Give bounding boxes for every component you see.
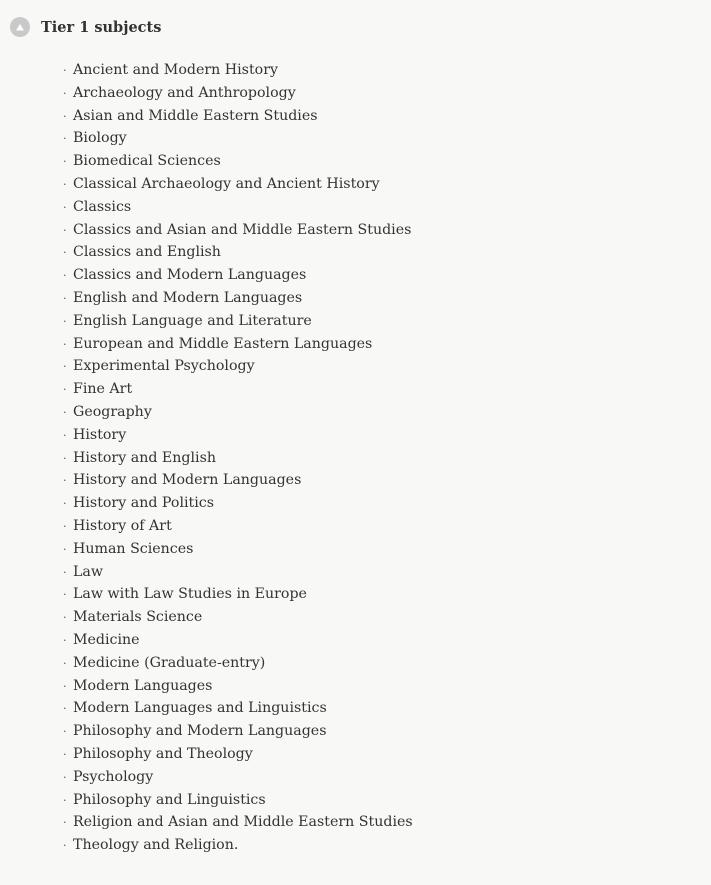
list-item (63, 583, 413, 606)
bullet: · (63, 497, 67, 511)
subject-label: Fine Art (73, 381, 133, 398)
bullet: · (63, 611, 67, 625)
bullet: · (63, 747, 67, 761)
bullet: · (63, 519, 67, 533)
bullet: · (63, 405, 67, 419)
subject-label: European and Middle Eastern Languages (73, 335, 373, 352)
list-item (63, 492, 413, 515)
list-item (63, 811, 413, 834)
subject-label: Religion and Asian and Middle Eastern Studies (73, 814, 413, 831)
subject-list (63, 59, 413, 857)
bullet: · (63, 588, 67, 602)
subject-label: Philosophy and Linguistics (73, 791, 266, 808)
section-title: Tier 1 subjects (41, 18, 162, 36)
list-item (63, 219, 413, 242)
subject-label: Medicine (73, 631, 140, 648)
bullet: · (63, 177, 67, 191)
subject-label: Classics and English (73, 244, 221, 261)
subject-label: Classics and Asian and Middle Eastern Studies (73, 221, 412, 238)
subject-label: Modern Languages and Linguistics (73, 700, 327, 717)
subject-label: Experimental Psychology (73, 358, 255, 375)
bullet: · (63, 451, 67, 465)
subject-label: English Language and Literature (73, 312, 312, 329)
list-item (63, 697, 413, 720)
subject-label: History and Modern Languages (73, 472, 302, 489)
subject-label: Modern Languages (73, 677, 213, 694)
bullet: · (63, 702, 67, 716)
bullet: · (63, 269, 67, 283)
bullet: · (63, 109, 67, 123)
subject-label: Biology (73, 130, 127, 147)
list-item (63, 82, 413, 105)
list-item (63, 59, 413, 82)
subject-label: Philosophy and Modern Languages (73, 723, 327, 740)
list-item (63, 538, 413, 561)
list-item (63, 378, 413, 401)
subject-label: English and Modern Languages (73, 289, 303, 306)
subject-label: Psychology (73, 768, 154, 785)
list-item (63, 241, 413, 264)
subject-label: History (73, 426, 127, 443)
bullet: · (63, 633, 67, 647)
subject-label: Medicine (Graduate-entry) (73, 654, 266, 671)
list-item (63, 355, 413, 378)
list-item (63, 401, 413, 424)
bullet: · (63, 200, 67, 214)
list-item (63, 150, 413, 173)
bullet: · (63, 793, 67, 807)
bullet: · (63, 725, 67, 739)
bullet: · (63, 360, 67, 374)
list-item (63, 105, 413, 128)
bullet: · (63, 656, 67, 670)
list-item (63, 629, 413, 652)
list-item (63, 743, 413, 766)
bullet: · (63, 428, 67, 442)
list-item (63, 652, 413, 675)
list-item (63, 834, 413, 857)
subject-label: Law with Law Studies in Europe (73, 586, 307, 603)
bullet: · (63, 816, 67, 830)
list-item (63, 287, 413, 310)
bullet: · (63, 474, 67, 488)
subject-label: History of Art (73, 517, 172, 534)
subject-label: Law (73, 563, 104, 580)
list-item (63, 675, 413, 698)
bullet: · (63, 64, 67, 77)
subject-label: History and Politics (73, 495, 214, 512)
list-item (63, 766, 413, 789)
bullet: · (63, 542, 67, 556)
subject-label: Theology and Religion. (73, 837, 239, 854)
subject-label: Archaeology and Anthropology (73, 84, 296, 101)
list-item (63, 515, 413, 538)
list-item (63, 333, 413, 356)
subject-label: Materials Science (73, 609, 203, 626)
bullet: · (63, 291, 67, 305)
bullet: · (63, 155, 67, 169)
section-header-toggle[interactable] (10, 16, 161, 38)
subject-label: Classics and Modern Languages (73, 267, 307, 284)
bullet: · (63, 565, 67, 579)
bullet: · (63, 679, 67, 693)
chevron-up-icon[interactable] (10, 17, 30, 37)
subject-label: Human Sciences (73, 540, 194, 557)
bullet: · (63, 770, 67, 784)
subject-label: Asian and Middle Eastern Studies (73, 107, 318, 124)
list-item (63, 310, 413, 333)
subject-label: History and English (73, 449, 216, 466)
list-item (63, 196, 413, 219)
bullet: · (63, 223, 67, 237)
list-item (63, 720, 413, 743)
subject-label: Ancient and Modern History (73, 62, 279, 78)
list-item (63, 789, 413, 812)
list-item (63, 606, 413, 629)
list-item (63, 127, 413, 150)
list-item (63, 264, 413, 287)
subject-label: Classics (73, 198, 132, 215)
bullet: · (63, 383, 67, 397)
bullet: · (63, 337, 67, 351)
subject-label: Classical Archaeology and Ancient History (73, 175, 380, 192)
list-item (63, 561, 413, 584)
list-item (63, 469, 413, 492)
subject-label: Geography (73, 403, 152, 420)
bullet: · (63, 132, 67, 146)
bullet: · (63, 839, 67, 853)
subject-label: Philosophy and Theology (73, 745, 253, 762)
list-item (63, 424, 413, 447)
bullet: · (63, 314, 67, 328)
subject-label: Biomedical Sciences (73, 153, 221, 170)
list-item (63, 447, 413, 470)
list-item (63, 173, 413, 196)
bullet: · (63, 86, 67, 100)
bullet: · (63, 246, 67, 260)
